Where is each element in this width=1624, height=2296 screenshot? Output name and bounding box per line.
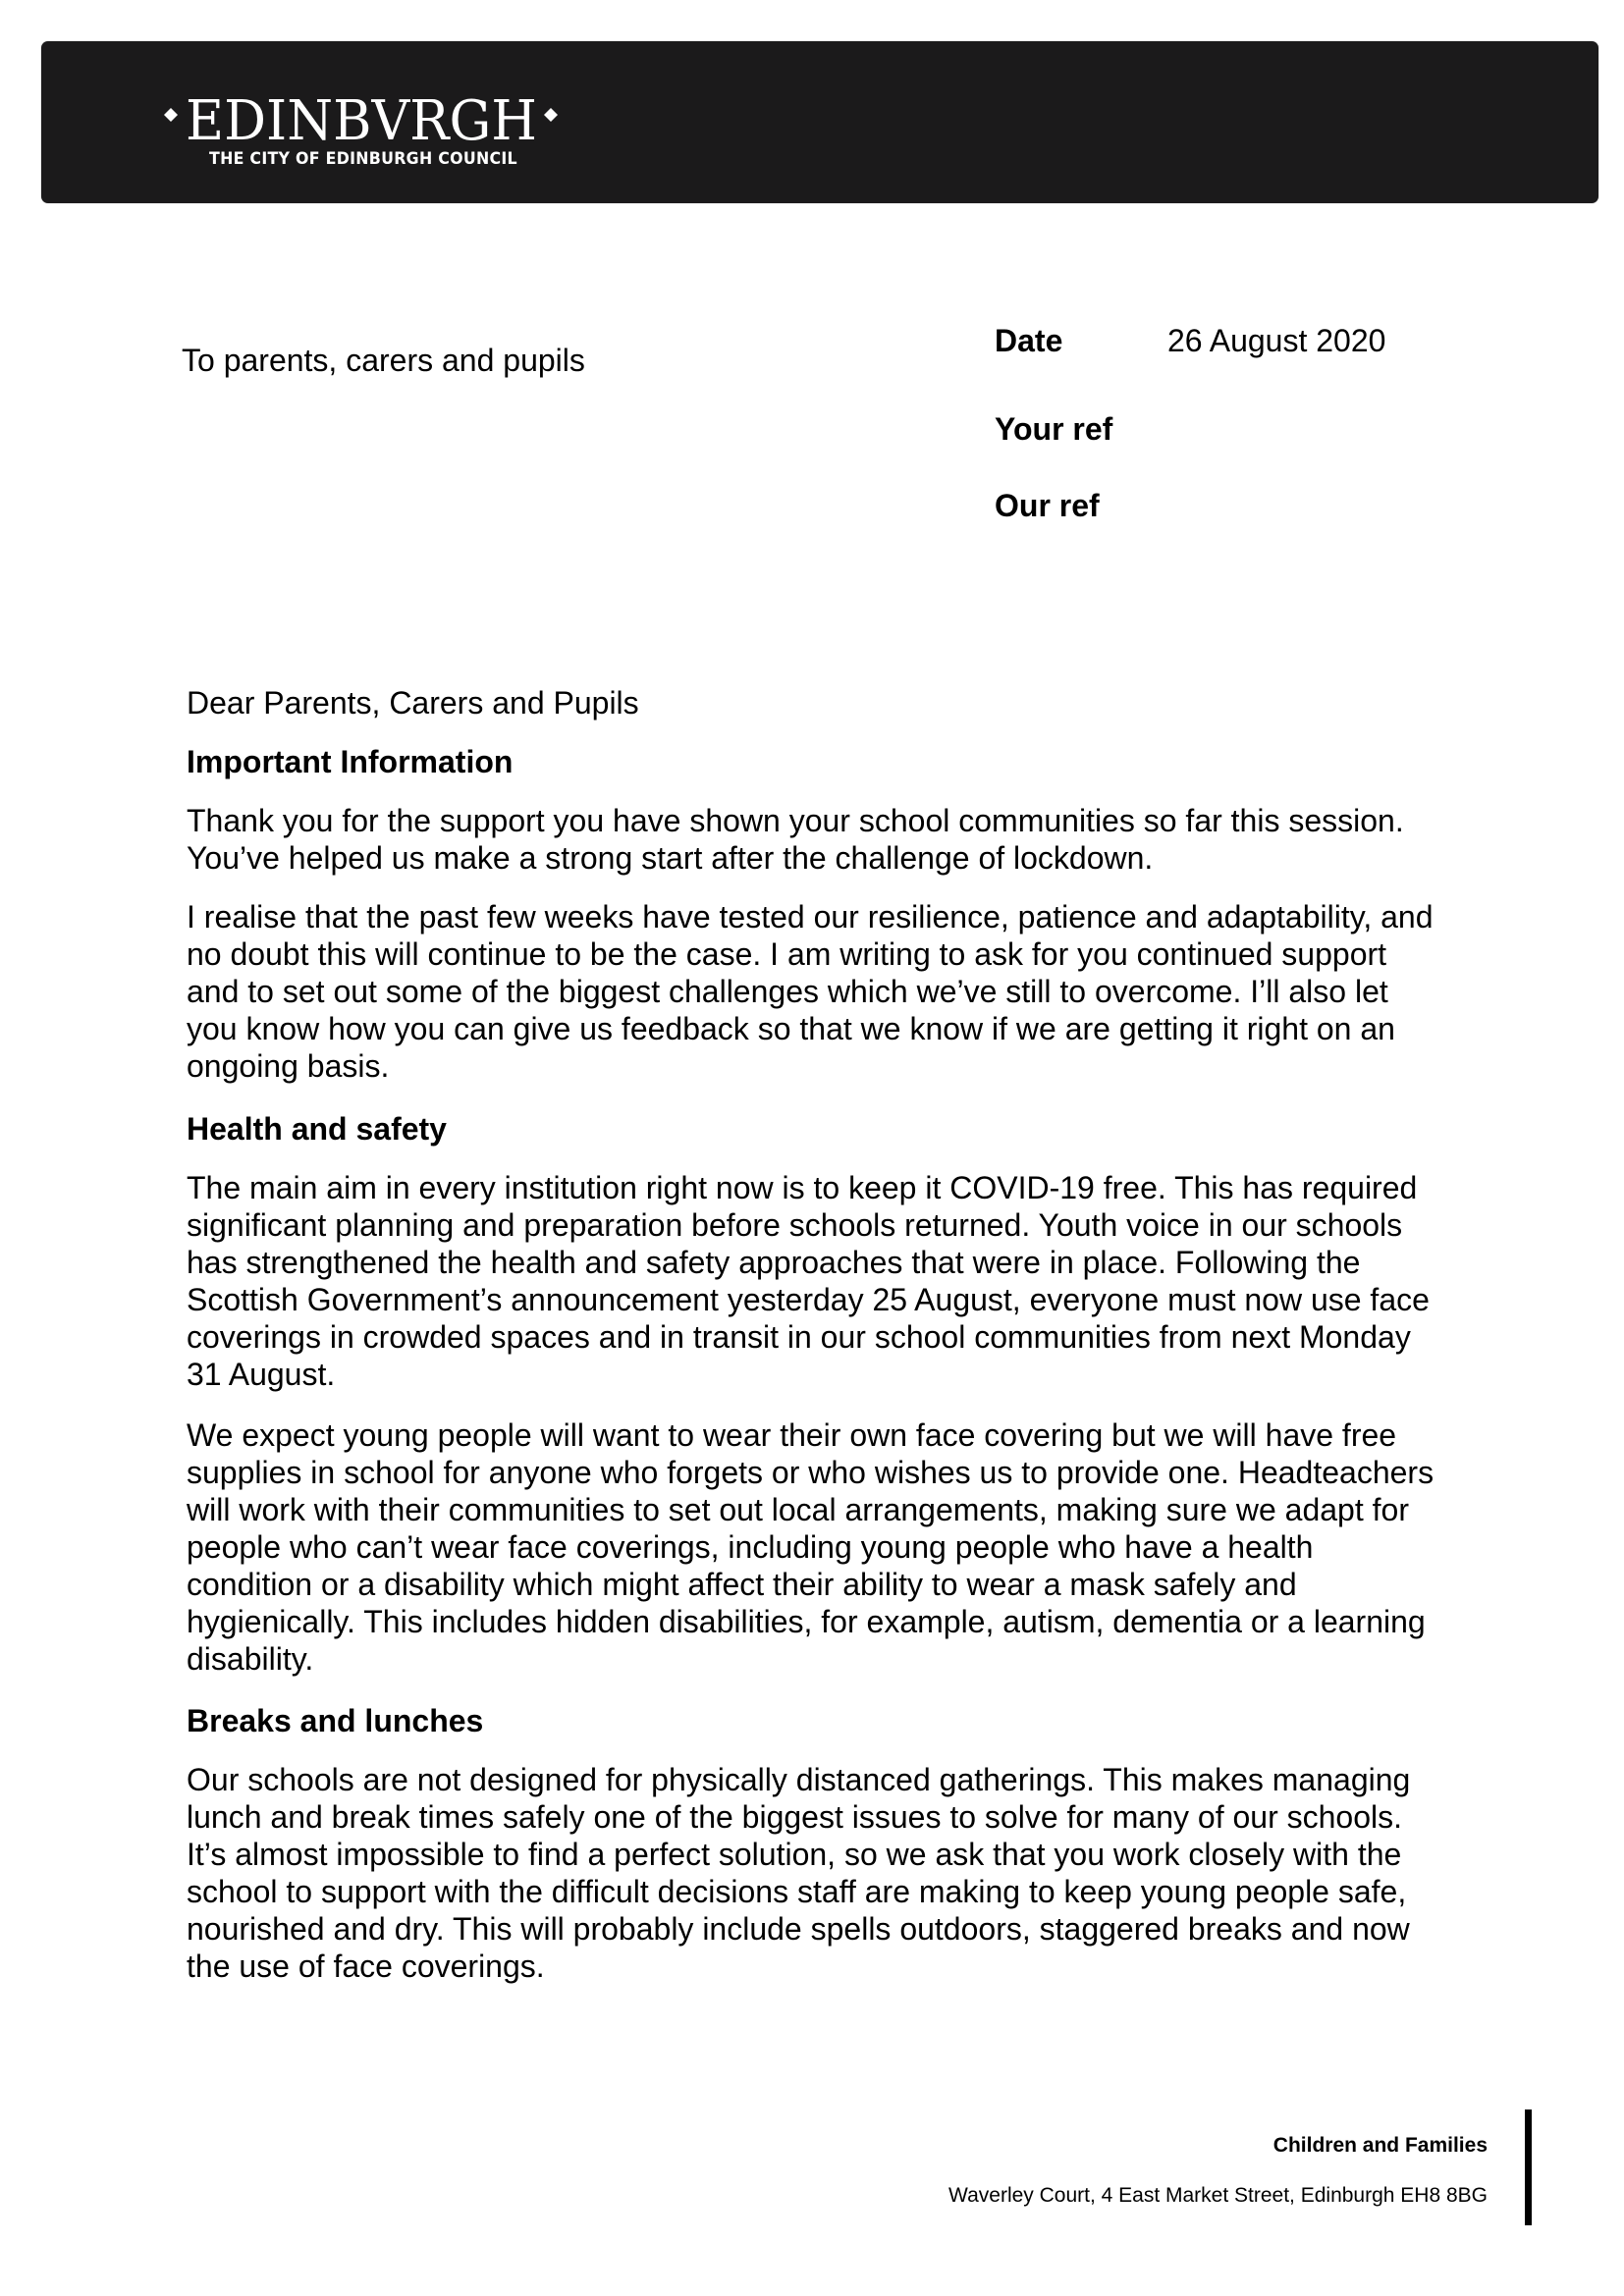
- date-value: 26 August 2020: [1167, 323, 1386, 358]
- paragraph-thank-you: Thank you for the support you have shown your school communities so far this session. You’ve helped us make a strong start after the challenge of lockdown.: [187, 803, 1404, 876]
- footer-address: Waverley Court, 4 East Market Street, Edinburgh EH8 8BG: [948, 2184, 1488, 2207]
- logo-wordmark: EDINBVRGH: [186, 89, 537, 145]
- paragraph-face-coverings: We expect young people will want to wear their own face covering but we will have free supplies in school for anyone who forgets or who wishes us to provide one. Headteachers will work with their communities to set out local arrangements, making sure we adapt for people who can’t wear face coverings, including young people who have a health condition or a disability which might affect their ability to wear a mask safely and hygienically. This includes hidden disabilities, for example, autism, dementia or a learning disability.: [187, 1417, 1435, 1677]
- paragraph-resilience: I realise that the past few weeks have tested our resilience, patience and adaptability, and no doubt this will continue to be the case. I am writing to ask for you continued support and to set out some of the biggest challenges which we’ve still to overcome. I’ll also let you know how you can give us feedback so that we know if we are getting it right on an ongoing basis.: [187, 899, 1434, 1084]
- edinburgh-wordmark-icon: [162, 86, 565, 145]
- salutation: Dear Parents, Carers and Pupils: [187, 685, 639, 721]
- our-ref-label: Our ref: [995, 488, 1100, 523]
- addressee: To parents, carers and pupils: [182, 343, 585, 378]
- date-label: Date: [995, 323, 1063, 358]
- date-row: [995, 322, 1386, 359]
- diamond-right-icon: [544, 108, 558, 122]
- diamond-left-icon: [164, 108, 178, 122]
- footer-divider-bar: [1525, 2109, 1532, 2225]
- section-heading-important-information: Important Information: [187, 744, 514, 779]
- our-ref-row: [995, 487, 1100, 524]
- paragraph-breaks-lunches: Our schools are not designed for physically distanced gatherings. This makes managing lunch and break times safely one of the biggest issues to solve for many of our schools. It’s almost impossible to find a perfect solution, so we ask that you work closely with the school to support with the difficult decisions staff are making to keep young people safe, nourished and dry. This will probably include spells outdoors, staggered breaks and now the use of face coverings.: [187, 1762, 1411, 1984]
- council-logo: [162, 86, 565, 175]
- your-ref-label: Your ref: [995, 411, 1113, 447]
- logo-subtitle: THE CITY OF EDINBURGH COUNCIL: [209, 149, 517, 169]
- section-heading-health-and-safety: Health and safety: [187, 1111, 447, 1147]
- your-ref-row: [995, 410, 1112, 448]
- section-heading-breaks-and-lunches: Breaks and lunches: [187, 1703, 484, 1738]
- paragraph-covid-free: The main aim in every institution right now is to keep it COVID-19 free. This has required significant planning and preparation before schools returned. Youth voice in our schools has strengthened the health and safety approaches that were in place. Following the Scottish Government’s announcement yesterday 25 August, everyone must now use face coverings in crowded spaces and in transit in our school communities from next Monday 31 August.: [187, 1170, 1430, 1392]
- footer-department: Children and Families: [1272, 2134, 1488, 2157]
